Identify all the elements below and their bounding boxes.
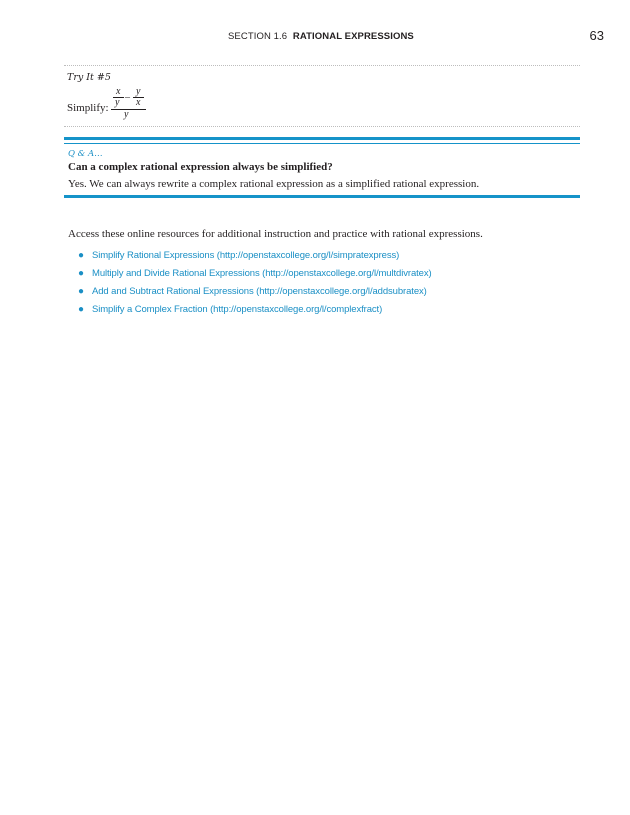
- page-number: 63: [589, 28, 604, 43]
- qa-answer: Yes. We can always rewrite a complex rational expression as a simplified rational expression.: [68, 178, 480, 190]
- section-heading: [228, 31, 414, 42]
- resource-link[interactable]: ● Simplify a Complex Fraction (http://openstaxcollege.org/l/complexfract): [78, 304, 383, 315]
- bullet-icon: ●: [78, 304, 84, 315]
- left-numerator: x: [116, 86, 121, 97]
- try-it-title: Try It #5: [67, 72, 111, 83]
- page-header: [0, 28, 630, 45]
- try-it-bottom-divider: [64, 126, 580, 127]
- minus-operator: –: [125, 92, 130, 103]
- qa-question: Can a complex rational expression always be simplified?: [68, 161, 333, 173]
- access-intro: Access these online resources for additional instruction and practice with rational expressions.: [68, 228, 483, 240]
- simplify-prompt: Simplify:: [67, 102, 109, 114]
- section-title: RATIONAL EXPRESSIONS: [292, 31, 414, 42]
- resource-link[interactable]: ● Add and Subtract Rational Expressions (http://openstaxcollege.org/l/addsubratex): [78, 286, 427, 297]
- resource-links: [78, 249, 432, 321]
- section-label: SECTION 1.6: [228, 31, 288, 42]
- right-denominator: x: [136, 97, 141, 108]
- qa-top-bar: [64, 137, 580, 140]
- main-fraction-bar: [111, 109, 146, 110]
- bullet-icon: ●: [78, 268, 84, 279]
- qa-bottom-bar: [64, 195, 580, 198]
- qa-label: Q & A…: [68, 149, 103, 159]
- left-denominator: y: [115, 97, 120, 108]
- qa-top-thin-rule: [64, 143, 580, 144]
- bullet-icon: ●: [78, 250, 84, 261]
- resource-link[interactable]: ● Multiply and Divide Rational Expressions (http://openstaxcollege.org/l/multdivratex): [78, 268, 432, 279]
- right-numerator: y: [136, 86, 141, 97]
- bullet-icon: ●: [78, 286, 84, 297]
- main-denominator: y: [124, 109, 129, 120]
- resource-link[interactable]: ● Simplify Rational Expressions (http://openstaxcollege.org/l/simpratexpress): [78, 250, 400, 261]
- try-it-top-divider: [64, 65, 580, 66]
